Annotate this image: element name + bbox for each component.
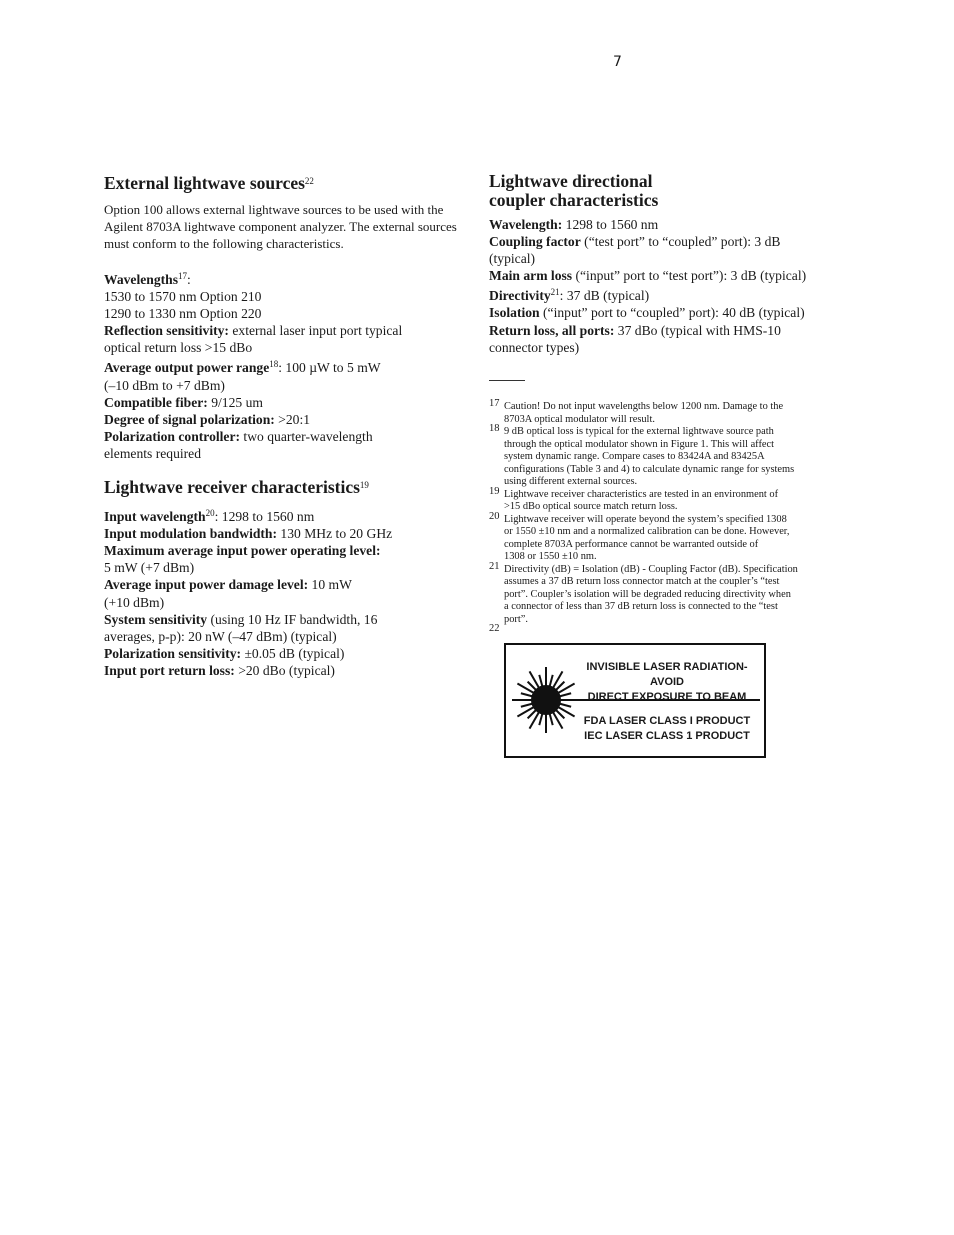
coupler-wavelength-spec: Wavelength: 1298 to 1560 nm xyxy=(489,217,659,232)
reflection-sensitivity-cont: optical return loss >15 dBo xyxy=(104,340,253,356)
avg-output-power-spec: Average output power range$^{18}$: 100 µW to 5 mW xyxy=(104,359,381,376)
laser-class-text: FDA LASER CLASS I PRODUCT IEC LASER CLASS 1 PRODUCT xyxy=(583,715,751,742)
footnotes: 17 Caution! Do not input wavelengths below 1200 nm. Damage to the 8703A optical modulator will result. 18 9 dB optical loss is typical for the external lightwave source path through the optical modulator shown in Figure 1. This will affect system dynamic range. Compare cases to 83424A and 83425A configurations (Table 3 and 4) to calculate dynamic range for systems using different external sources. 19 Lightwave receiver characteristics are tested in an environment of >15 dBo optical source match return loss. 20 Lightwave receiver will operate beyond the system’s specified 1308 or 1550 ±10 nm and a normalized calibration can be done. However, complete 8703A performance cannot be warranted outside of 1308 or 1550 ±10 nm. 21 Directivity (dB) = Isolation (dB) - Coupling Factor (dB). Specification assumes a 37 dB return loss connector match at the coupler’s “test port”. Coupler’s isolation will be degraded reducing directivity when a connector of less than 37 dB return loss is connected to the “test port”. 22 xyxy=(489,401,834,626)
laser-ray xyxy=(517,706,535,717)
laser-ray xyxy=(530,710,541,728)
wavelength-option-220: 1290 to 1330 nm Option 220 xyxy=(104,306,262,322)
directivity-spec: Directivity$^{21}$: 37 dB (typical) xyxy=(489,287,650,304)
reflection-sensitivity-spec: Reflection sensitivity: external laser input port typical xyxy=(104,323,403,339)
system-sensitivity-cont: averages, p-p): 20 nW (–47 dBm) (typical) xyxy=(104,628,337,644)
receiver-heading: Lightwave receiver characteristics$^{19}$ xyxy=(104,477,369,498)
input-return-loss-spec: Input port return loss: >20 dBo (typical) xyxy=(104,662,335,678)
max-input-power-cont: 5 mW (+7 dBm) xyxy=(104,560,195,576)
system-sensitivity-spec: System sensitivity (using 10 Hz IF bandwidth, 16 xyxy=(104,611,378,627)
footnote-18: 18 9 dB optical loss is typical for the external lightwave source path through the optical modulator shown in Figure 1. This will affect system dynamic range. Compare cases to 83424A and 83425A configurations (Table 3 and 4) to calculate dynamic range for systems using different external sources. xyxy=(489,423,795,487)
isolation-spec: Isolation (“input” port to “coupled” port): 40 dB (typical) xyxy=(489,305,805,321)
polarization-degree-spec: Degree of signal polarization: >20:1 xyxy=(104,411,311,427)
laser-warning-label xyxy=(504,643,766,758)
external-sources-intro: Option 100 allows external lightwave sources to be used with the Agilent 8703A lightwave component analyzer. The external sources must conform to the following characteristics. xyxy=(104,202,457,251)
polarization-controller-spec: Polarization controller: two quarter-wavelength xyxy=(104,428,373,444)
page-number: 7 xyxy=(613,54,622,70)
damage-level-cont: (+10 dBm) xyxy=(104,594,165,610)
external-sources-heading: External lightwave sources$^{22}$ xyxy=(104,173,314,193)
coupler-heading: Lightwave directional coupler characteristics xyxy=(489,171,659,210)
footnote-divider xyxy=(489,380,525,381)
damage-level-spec: Average input power damage level: 10 mW xyxy=(104,577,352,593)
wavelength-option-210: 1530 to 1570 nm Option 210 xyxy=(104,289,262,305)
avg-output-power-cont: (–10 dBm to +7 dBm) xyxy=(104,377,225,393)
right-column xyxy=(489,172,851,356)
laser-ray xyxy=(552,710,563,728)
laser-ray xyxy=(517,684,535,695)
max-input-power-spec: Maximum average input power operating level: xyxy=(104,543,381,559)
polarization-sensitivity-spec: Polarization sensitivity: ±0.05 dB (typical) xyxy=(104,645,345,661)
polarization-controller-cont: elements required xyxy=(104,445,202,461)
laser-ray xyxy=(552,671,563,689)
return-loss-spec: Return loss, all ports: 37 dBo (typical with HMS-10 xyxy=(489,322,781,338)
return-loss-cont: connector types) xyxy=(489,339,580,355)
input-wavelength-spec: Input wavelength$^{20}$: 1298 to 1560 nm xyxy=(104,508,315,525)
footnote-19: 19 Lightwave receiver characteristics are tested in an environment of >15 dBo optical source match return loss. xyxy=(489,485,779,512)
footnote-17: 17 Caution! Do not input wavelengths below 1200 nm. Damage to the 8703A optical modulator will result. xyxy=(489,398,784,425)
coupling-factor-spec: Coupling factor (“test port” to “coupled” port): 3 dB xyxy=(489,234,781,250)
laser-warning-text: INVISIBLE LASER RADIATION-AVOID DIRECT EXPOSURE TO BEAM xyxy=(586,661,748,703)
main-arm-loss-spec: Main arm loss (“input” port to “test port”): 3 dB (typical) xyxy=(489,268,807,284)
footnote-20: 20 Lightwave receiver will operate beyond the system’s specified 1308 or 1550 ±10 nm and a normalized calibration can be done. However, complete 8703A performance cannot be warranted outside of 1308 or 1550 ±10 nm. xyxy=(489,510,790,562)
footnote-21: 21 Directivity (dB) = Isolation (dB) - Coupling Factor (dB). Specification assumes a 37 dB return loss connector match at the coupler’s “test port”. Coupler’s isolation will be degraded reducing directivity when a connector of less than 37 dB return loss is connected to the “test port”. xyxy=(489,560,798,625)
laser-ray xyxy=(530,671,541,689)
compatible-fiber-spec: Compatible fiber: 9/125 um xyxy=(104,394,263,410)
left-column xyxy=(104,172,468,679)
modulation-bandwidth-spec: Input modulation bandwidth: 130 MHz to 20 GHz xyxy=(104,526,393,542)
wavelengths-spec: Wavelengths$^{17}$: xyxy=(104,271,191,287)
coupling-factor-cont: (typical) xyxy=(489,251,536,267)
